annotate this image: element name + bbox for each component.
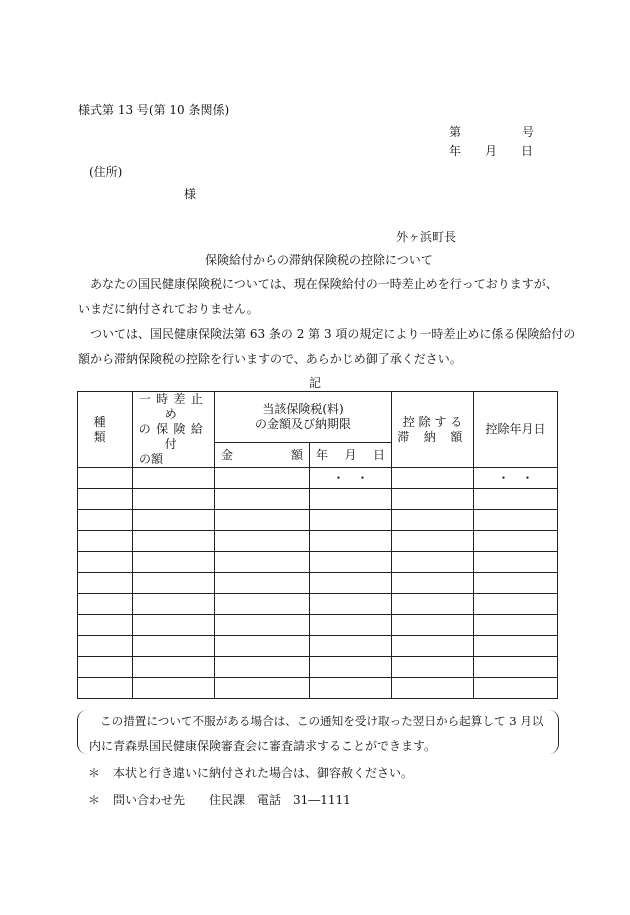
subheader-amount: 金 額 [215,443,310,468]
body-paragraph-2-line-1: ついては、国民健康保険法第 63 条の 2 第 3 項の規定により一時差止めに係る保険給付の [90,327,576,341]
body-paragraph-2-line-2: 額から滞納保険税の控除を行いますので、あらかじめ御了承ください。 [78,352,462,366]
document-number-suffix: 号 [522,125,535,139]
issuer-name: 外ヶ浜町長 [396,230,457,244]
header-deduct-amount: 控 除 す る 滞 納 額 [392,392,474,468]
table-row [78,468,558,489]
document-number-prefix: 第 [449,125,462,139]
body-paragraph-1-line-2: いまだに納付されておりません。 [78,302,259,316]
due-date-dots: ・ ・ [310,468,392,489]
table-row [78,552,558,573]
deduction-table [77,391,558,699]
table-row [78,594,558,615]
header-type: 種 類 [78,392,133,468]
footnote-1-mark: ＊ [88,766,101,780]
table-row [78,657,558,678]
footnote-2-mark: ＊ [88,793,101,807]
footnote-1-text: 本状と行き違いに納付された場合は、御容赦ください。 [113,766,414,780]
body-paragraph-1-line-1: あなたの国民健康保険税については、現在保険給付の一時差止めを行っておりますが、 [90,277,558,291]
header-deduct-date: 控除年月日 [474,392,558,468]
date-year: 年 [449,144,462,158]
date-day: 日 [521,144,534,158]
document-title: 保険給付からの滞納保険税の控除について [205,253,433,267]
deduct-date-dots: ・ ・ [474,468,558,489]
header-tax-amount-deadline: 当該保険税(料) の金額及び納期限 [215,392,392,443]
table-row [78,531,558,552]
footnote-2-text: 問い合わせ先 住民課 電話 31―1111 [113,793,351,807]
address-label: (住所) [89,165,123,179]
notice-line-2: 内に青森県国民健康保険審査会に審査請求することができます。 [89,739,437,753]
notice-line-1: この措置について不服がある場合は、この通知を受け取った翌日から起算して 3 月以 [100,714,544,728]
form-number: 様式第 13 号(第 10 条関係) [78,103,230,117]
subheader-due-date: 年 月 日 [310,443,392,468]
table-row [78,636,558,657]
header-suspended-amount: 一時差止め の保険給付 の額 [133,392,215,468]
date-month: 月 [485,144,498,158]
table-row [78,510,558,531]
table-row [78,615,558,636]
table-row [78,678,558,699]
table-row [78,489,558,510]
ki-heading: 記 [309,376,322,390]
table-row [78,573,558,594]
recipient-honorific: 様 [184,187,197,201]
